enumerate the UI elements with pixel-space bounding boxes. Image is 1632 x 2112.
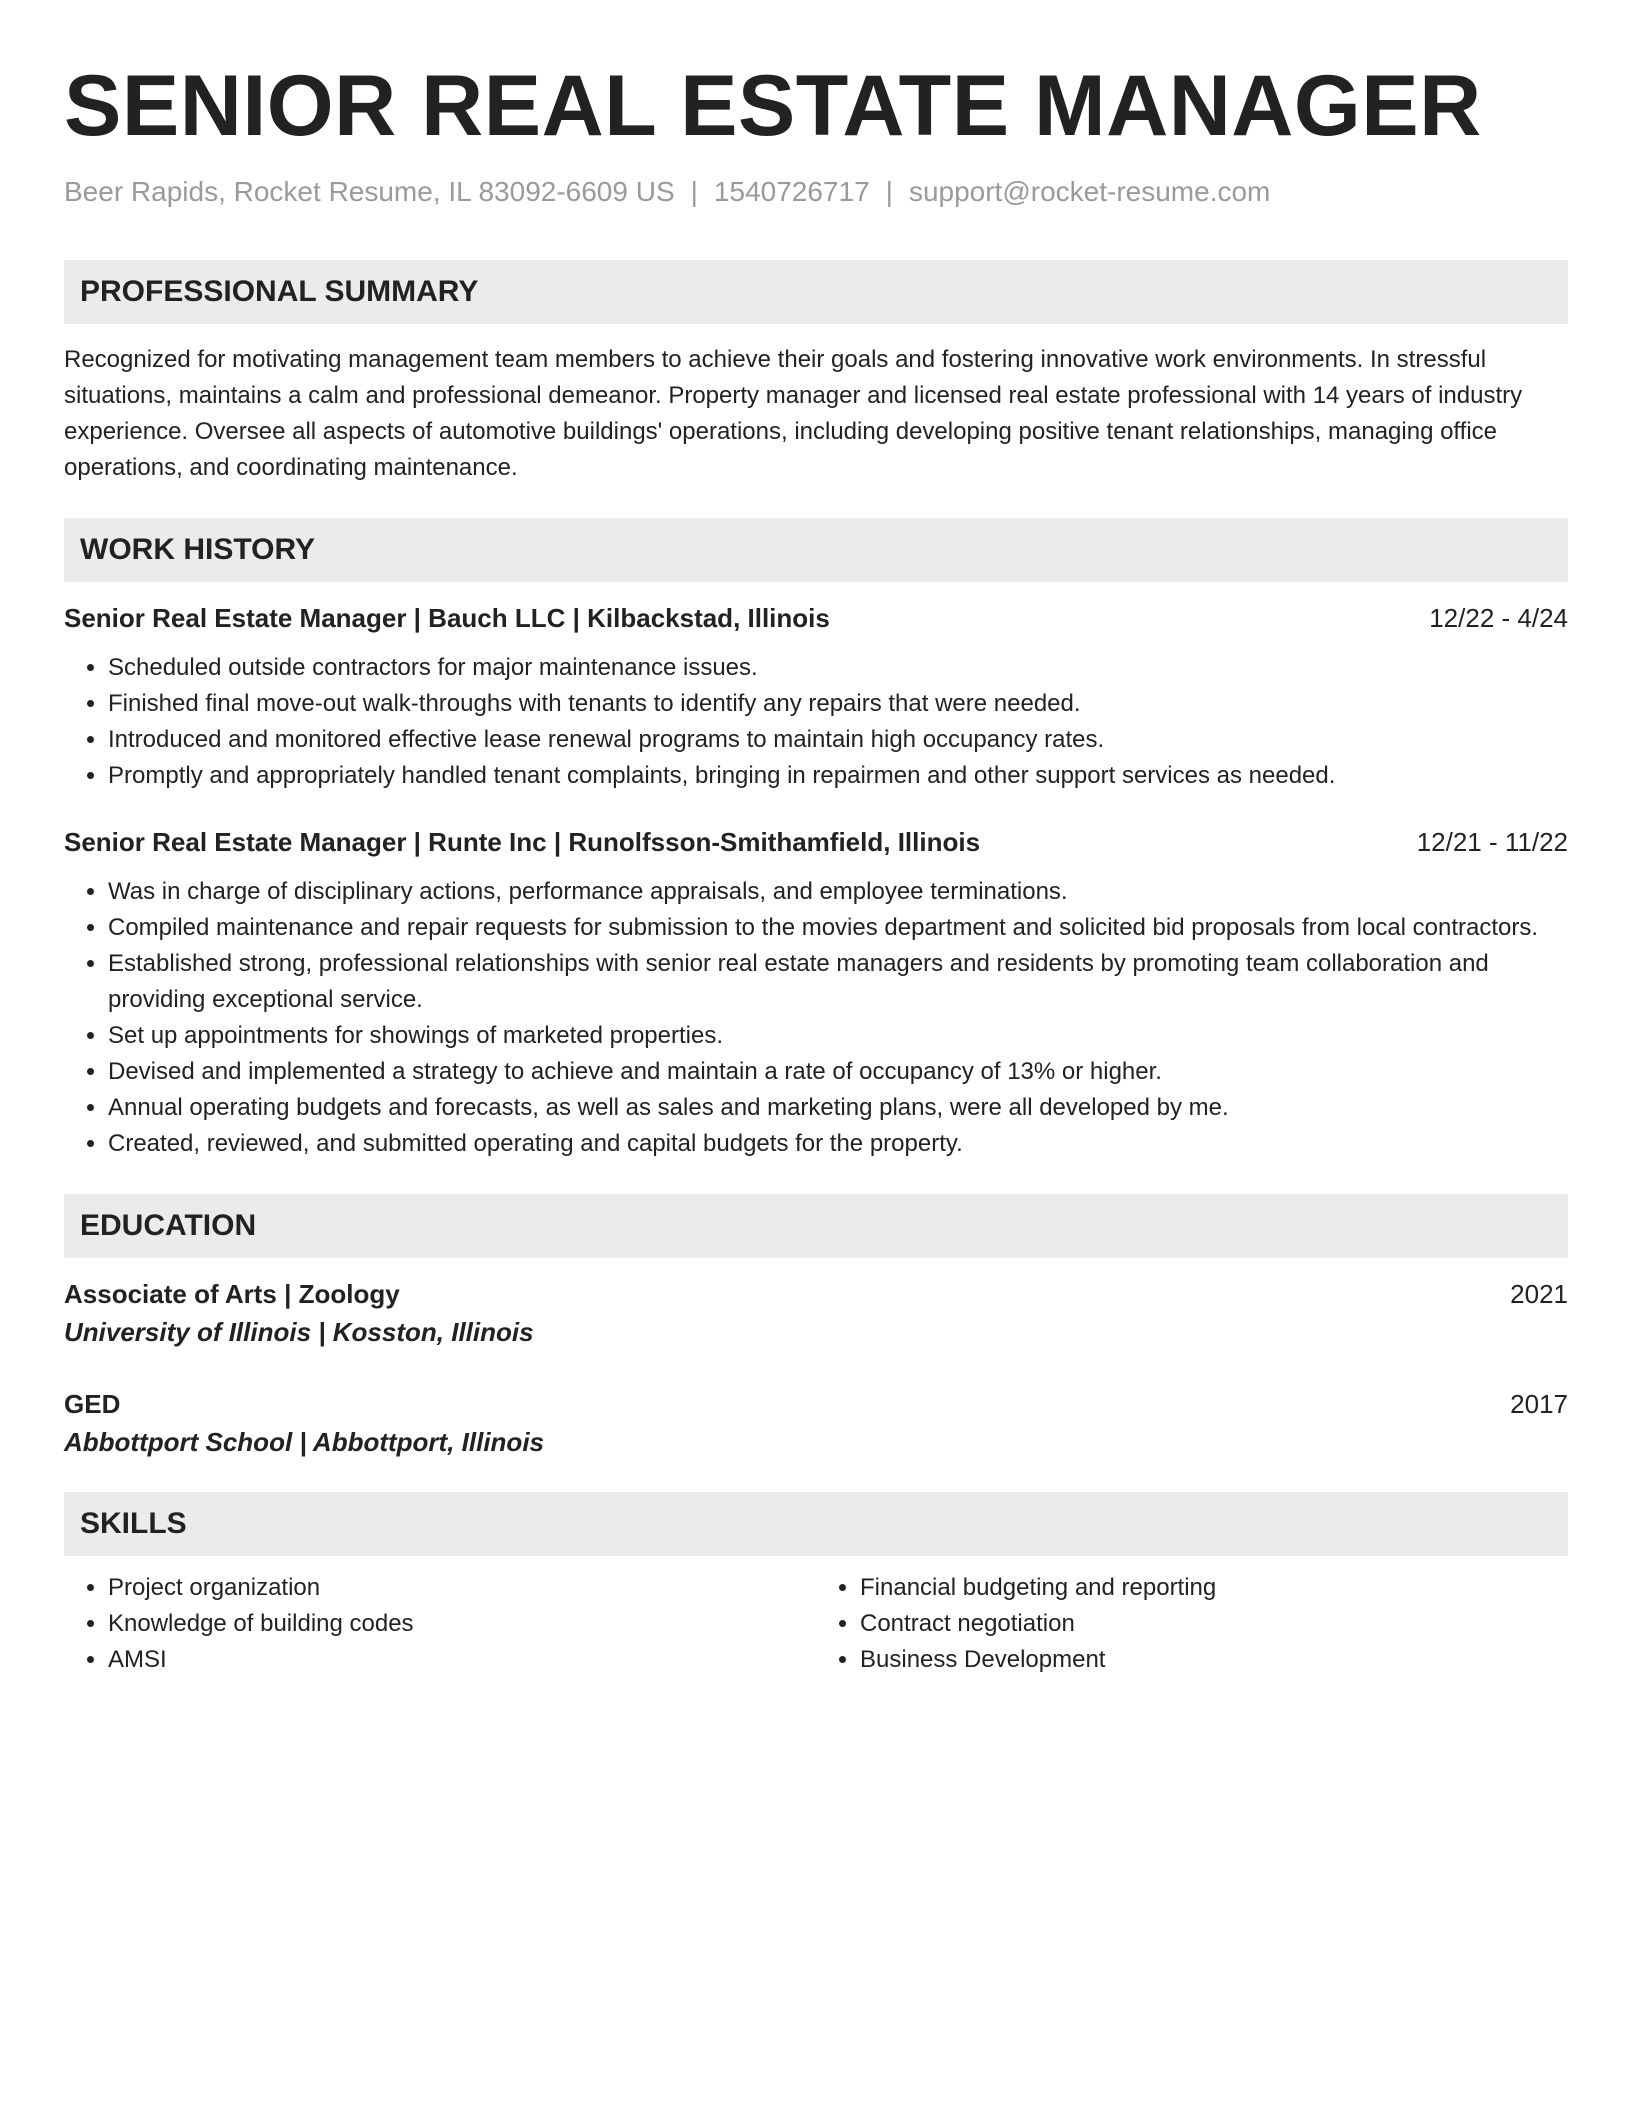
resume-name: SENIOR REAL ESTATE MANAGER: [64, 58, 1482, 154]
job-title: Senior Real Estate Manager | Runte Inc | Runolfsson-Smithamfield, Illinois: [64, 827, 981, 857]
job-bullet: • Promptly and appropriately handled tenant complaints, bringing in repairmen and other support services as needed.: [108, 758, 1568, 794]
job-dates: 12/21 - 11/22: [1416, 827, 1568, 857]
job-bullet: • Compiled maintenance and repair requests for submission to the movies department and solicited bid proposals from local contractors.: [108, 910, 1568, 946]
contact-email: support@rocket-resume.com: [908, 176, 1271, 207]
job-bullet: • Scheduled outside contractors for major maintenance issues.: [108, 650, 1568, 686]
job-entry: [64, 600, 1568, 794]
job-bullet: • Annual operating budgets and forecasts, as well as sales and marketing plans, were all developed by me.: [108, 1090, 1568, 1126]
job-bullet: • Devised and implemented a strategy to achieve and maintain a rate of occupancy of 13% or higher.: [108, 1054, 1568, 1090]
education-entry: [64, 1276, 1568, 1350]
skills-column-right: [816, 1570, 1568, 1678]
section-header-skills: SKILLS: [64, 1492, 1568, 1556]
job-bullet: • Introduced and monitored effective lease renewal programs to maintain high occupancy rates.: [108, 722, 1568, 758]
education-school: University of Illinois | Kosston, Illinois: [64, 1317, 534, 1347]
skill-item: • AMSI: [108, 1642, 816, 1678]
section-header-education: EDUCATION: [64, 1194, 1568, 1258]
job-bullet: • Created, reviewed, and submitted operating and capital budgets for the property.: [108, 1126, 1568, 1162]
education-header: [64, 1386, 1568, 1422]
section-header-summary: PROFESSIONAL SUMMARY: [64, 260, 1568, 324]
job-bullet: • Set up appointments for showings of marketed properties.: [108, 1018, 1568, 1054]
job-header: [64, 600, 1568, 636]
contact-address: Beer Rapids, Rocket Resume, IL 83092-6609 US: [64, 176, 675, 207]
education-degree: GED: [64, 1389, 121, 1419]
job-title: Senior Real Estate Manager | Bauch LLC | Kilbackstad, Illinois: [64, 603, 830, 633]
education-year: 2021: [1510, 1279, 1568, 1309]
skill-item: • Contract negotiation: [860, 1606, 1568, 1642]
job-bullets: [64, 650, 1568, 794]
education-entry: [64, 1386, 1568, 1460]
job-header: [64, 824, 1568, 860]
contact-phone: 1540726717: [713, 176, 870, 207]
section-header-work-history: WORK HISTORY: [64, 518, 1568, 582]
contact-separator: |: [690, 176, 698, 207]
education-header: [64, 1276, 1568, 1312]
skill-item: • Project organization: [108, 1570, 816, 1606]
skill-item: • Business Development: [860, 1642, 1568, 1678]
education-degree: Associate of Arts | Zoology: [64, 1279, 400, 1309]
education-year: 2017: [1510, 1389, 1568, 1419]
skill-item: • Financial budgeting and reporting: [860, 1570, 1568, 1606]
education-school: Abbottport School | Abbottport, Illinois: [64, 1427, 544, 1457]
job-bullet: • Established strong, professional relationships with senior real estate managers and residents by promoting team collaboration and providing exceptional service.: [108, 946, 1568, 1018]
skill-item: • Knowledge of building codes: [108, 1606, 816, 1642]
job-bullets: [64, 874, 1568, 1162]
contact-separator: |: [885, 176, 893, 207]
summary-text: Recognized for motivating management team members to achieve their goals and fostering innovative work environments. In stressful situations, maintains a calm and professional demeanor. Property manager and licensed real estate professional with 14 years of industry experience. Oversee all aspects of automotive buildings' operations, including developing positive tenant relationships, managing office operations, and coordinating maintenance.: [64, 346, 1523, 481]
job-dates: 12/22 - 4/24: [1429, 603, 1568, 633]
skills-column-left: [64, 1570, 816, 1678]
skills-list: [64, 1570, 1568, 1678]
job-bullet: • Was in charge of disciplinary actions, performance appraisals, and employee terminations.: [108, 874, 1568, 910]
contact-line: [64, 174, 1568, 210]
job-bullet: • Finished final move-out walk-throughs with tenants to identify any repairs that were needed.: [108, 686, 1568, 722]
job-entry: [64, 824, 1568, 1162]
